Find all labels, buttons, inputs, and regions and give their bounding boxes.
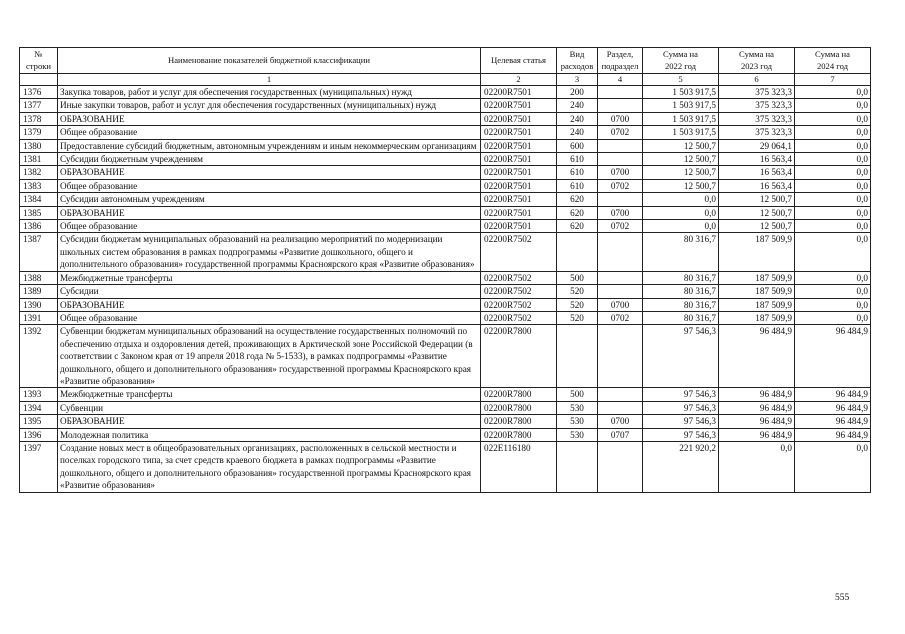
sum-2022: 1 503 917,5	[643, 99, 719, 112]
section-code	[598, 86, 643, 99]
expense-kind: 520	[557, 298, 598, 311]
sum-2023: 187 509,9	[719, 311, 795, 324]
table-row	[20, 325, 871, 388]
sum-2022: 97 546,3	[643, 428, 719, 441]
header-kind: Вид расходов	[557, 48, 598, 74]
sum-2024: 96 484,9	[795, 388, 871, 401]
expense-kind: 600	[557, 139, 598, 152]
expense-kind: 610	[557, 153, 598, 166]
row-number: 1376	[20, 86, 58, 99]
table-row	[20, 179, 871, 192]
sum-2023: 16 563,4	[719, 179, 795, 192]
indicator-name: ОБРАЗОВАНИЕ	[58, 206, 481, 219]
sum-2024: 0,0	[795, 126, 871, 139]
row-number: 1392	[20, 325, 58, 388]
sum-2022: 0,0	[643, 220, 719, 233]
sum-2023: 96 484,9	[719, 325, 795, 388]
row-number: 1384	[20, 193, 58, 206]
expense-kind: 620	[557, 220, 598, 233]
table-row	[20, 285, 871, 298]
sum-2024: 0,0	[795, 285, 871, 298]
sum-2022: 97 546,3	[643, 415, 719, 428]
header-section: Раздел, подраздел	[598, 48, 643, 74]
indicator-name: Субвенции	[58, 401, 481, 414]
sum-2023: 96 484,9	[719, 401, 795, 414]
column-number: 4	[598, 74, 643, 86]
sum-2023: 375 323,3	[719, 112, 795, 125]
sum-2024: 0,0	[795, 206, 871, 219]
indicator-name: Субсидии автономным учреждениям	[58, 193, 481, 206]
section-code	[598, 139, 643, 152]
indicator-name: Общее образование	[58, 220, 481, 233]
sum-2024: 96 484,9	[795, 428, 871, 441]
sum-2023: 16 563,4	[719, 166, 795, 179]
indicator-name: Межбюджетные трансферты	[58, 388, 481, 401]
column-number: 3	[557, 74, 598, 86]
indicator-name: Молодежная политика	[58, 428, 481, 441]
table-row	[20, 428, 871, 441]
sum-2022: 0,0	[643, 193, 719, 206]
table-row	[20, 401, 871, 414]
section-code: 0700	[598, 206, 643, 219]
section-code	[598, 193, 643, 206]
column-number: 1	[58, 74, 481, 86]
sum-2023: 96 484,9	[719, 428, 795, 441]
sum-2024: 0,0	[795, 220, 871, 233]
table-row	[20, 193, 871, 206]
sum-2023: 96 484,9	[719, 415, 795, 428]
section-code: 0700	[598, 112, 643, 125]
target-article: 02200R7501	[481, 166, 557, 179]
expense-kind: 530	[557, 415, 598, 428]
row-number: 1390	[20, 298, 58, 311]
table-row	[20, 112, 871, 125]
indicator-name: Иные закупки товаров, работ и услуг для обеспечения государственных (муниципальных) нужд	[58, 99, 481, 112]
sum-2024: 0,0	[795, 166, 871, 179]
row-number: 1394	[20, 401, 58, 414]
indicator-name: ОБРАЗОВАНИЕ	[58, 298, 481, 311]
section-code: 0702	[598, 179, 643, 192]
row-number: 1395	[20, 415, 58, 428]
table-row	[20, 441, 871, 492]
section-code	[598, 285, 643, 298]
indicator-name: ОБРАЗОВАНИЕ	[58, 415, 481, 428]
sum-2022: 80 316,7	[643, 285, 719, 298]
header-target: Целевая статья	[481, 48, 557, 74]
table-row	[20, 153, 871, 166]
section-code: 0707	[598, 428, 643, 441]
target-article: 02200R7501	[481, 112, 557, 125]
section-code: 0700	[598, 298, 643, 311]
table-header-row	[20, 48, 871, 74]
sum-2022: 0,0	[643, 206, 719, 219]
sum-2024: 0,0	[795, 179, 871, 192]
sum-2023: 0,0	[719, 441, 795, 492]
target-article: 02200R7501	[481, 86, 557, 99]
row-number: 1383	[20, 179, 58, 192]
header-sum-2023: Сумма на 2023 год	[719, 48, 795, 74]
indicator-name: ОБРАЗОВАНИЕ	[58, 166, 481, 179]
target-article: 02200R7502	[481, 298, 557, 311]
section-code	[598, 401, 643, 414]
column-number: 5	[643, 74, 719, 86]
page-number: 555	[835, 593, 850, 603]
row-number: 1381	[20, 153, 58, 166]
table-row	[20, 271, 871, 284]
target-article: 02200R7501	[481, 179, 557, 192]
header-name: Наименование показателей бюджетной классификации	[58, 48, 481, 74]
target-article: 02200R7501	[481, 126, 557, 139]
expense-kind: 530	[557, 428, 598, 441]
target-article: 02200R7501	[481, 206, 557, 219]
target-article: 02200R7501	[481, 139, 557, 152]
sum-2023: 187 509,9	[719, 298, 795, 311]
section-code: 0702	[598, 311, 643, 324]
indicator-name: Субсидии	[58, 285, 481, 298]
sum-2024: 0,0	[795, 112, 871, 125]
sum-2023: 12 500,7	[719, 206, 795, 219]
section-code	[598, 153, 643, 166]
row-number: 1393	[20, 388, 58, 401]
sum-2024: 0,0	[795, 86, 871, 99]
target-article: 02200R7800	[481, 428, 557, 441]
indicator-name: Общее образование	[58, 311, 481, 324]
header-row-no: № строки	[20, 48, 58, 74]
sum-2023: 187 509,9	[719, 233, 795, 271]
sum-2024: 96 484,9	[795, 325, 871, 388]
column-number: 2	[481, 74, 557, 86]
sum-2022: 12 500,7	[643, 166, 719, 179]
row-number: 1385	[20, 206, 58, 219]
sum-2024: 0,0	[795, 139, 871, 152]
sum-2024: 0,0	[795, 311, 871, 324]
sum-2022: 12 500,7	[643, 153, 719, 166]
table-row	[20, 298, 871, 311]
sum-2022: 1 503 917,5	[643, 112, 719, 125]
expense-kind: 610	[557, 166, 598, 179]
expense-kind: 620	[557, 206, 598, 219]
sum-2024: 0,0	[795, 99, 871, 112]
target-article: 02200R7502	[481, 285, 557, 298]
target-article: 02200R7501	[481, 99, 557, 112]
row-number: 1389	[20, 285, 58, 298]
sum-2024: 96 484,9	[795, 415, 871, 428]
row-number: 1397	[20, 441, 58, 492]
expense-kind: 530	[557, 401, 598, 414]
sum-2024: 0,0	[795, 298, 871, 311]
sum-2022: 12 500,7	[643, 139, 719, 152]
section-code	[598, 388, 643, 401]
section-code	[598, 99, 643, 112]
budget-table	[19, 47, 871, 493]
sum-2022: 221 920,2	[643, 441, 719, 492]
indicator-name: Субвенции бюджетам муниципальных образований на осуществление государственных полномочий по обеспечению отдыха и оздоровления детей, проживающих в Арктической зоне Российской Федерации (в соответствии с Законом края от 19 апреля 2018 года № 5-1533), в рамках подпрограммы «Развитие дошкольного, общего и дополнительного образования» государственной программы Красноярского края «Развитие образования»	[58, 325, 481, 388]
table-row	[20, 139, 871, 152]
header-sum-2022: Сумма на 2022 год	[643, 48, 719, 74]
row-number: 1382	[20, 166, 58, 179]
indicator-name: Закупка товаров, работ и услуг для обеспечения государственных (муниципальных) нужд	[58, 86, 481, 99]
sum-2024: 96 484,9	[795, 401, 871, 414]
table-body	[20, 86, 871, 493]
target-article: 02200R7502	[481, 233, 557, 271]
table-row	[20, 99, 871, 112]
column-number: 6	[719, 74, 795, 86]
target-article: 02200R7800	[481, 325, 557, 388]
sum-2022: 80 316,7	[643, 233, 719, 271]
table-row	[20, 220, 871, 233]
expense-kind	[557, 233, 598, 271]
section-code	[598, 271, 643, 284]
target-article: 02200R7502	[481, 271, 557, 284]
sum-2022: 97 546,3	[643, 401, 719, 414]
section-code: 0700	[598, 415, 643, 428]
column-number: 7	[795, 74, 871, 86]
expense-kind: 520	[557, 311, 598, 324]
target-article: 02200R7800	[481, 401, 557, 414]
expense-kind: 240	[557, 112, 598, 125]
target-article: 02200R7501	[481, 193, 557, 206]
section-code: 0702	[598, 220, 643, 233]
expense-kind: 620	[557, 193, 598, 206]
sum-2023: 16 563,4	[719, 153, 795, 166]
target-article: 022E116180	[481, 441, 557, 492]
sum-2023: 12 500,7	[719, 193, 795, 206]
row-number: 1396	[20, 428, 58, 441]
sum-2022: 1 503 917,5	[643, 86, 719, 99]
expense-kind: 240	[557, 99, 598, 112]
expense-kind	[557, 441, 598, 492]
sum-2023: 187 509,9	[719, 271, 795, 284]
column-number	[20, 74, 58, 86]
table-row	[20, 311, 871, 324]
row-number: 1386	[20, 220, 58, 233]
expense-kind: 500	[557, 271, 598, 284]
expense-kind: 520	[557, 285, 598, 298]
row-number: 1378	[20, 112, 58, 125]
table-row	[20, 233, 871, 271]
sum-2022: 80 316,7	[643, 298, 719, 311]
table-row	[20, 388, 871, 401]
sum-2024: 0,0	[795, 441, 871, 492]
section-code	[598, 441, 643, 492]
sum-2024: 0,0	[795, 193, 871, 206]
indicator-name: ОБРАЗОВАНИЕ	[58, 112, 481, 125]
sum-2023: 12 500,7	[719, 220, 795, 233]
indicator-name: Предоставление субсидий бюджетным, автономным учреждениям и иным некоммерческим организациям	[58, 139, 481, 152]
expense-kind: 240	[557, 126, 598, 139]
indicator-name: Создание новых мест в общеобразовательных организациях, расположенных в сельской местности и поселках городского типа, за счет средств краевого бюджета в рамках подпрограммы «Развитие дошкольного, общего и дополнительного образования» государственной программы Красноярского края «Развитие образования»	[58, 441, 481, 492]
expense-kind: 500	[557, 388, 598, 401]
target-article: 02200R7501	[481, 220, 557, 233]
sum-2023: 375 323,3	[719, 86, 795, 99]
section-code: 0702	[598, 126, 643, 139]
sum-2022: 97 546,3	[643, 325, 719, 388]
expense-kind: 200	[557, 86, 598, 99]
sum-2023: 375 323,3	[719, 126, 795, 139]
header-sum-2024: Сумма на 2024 год	[795, 48, 871, 74]
indicator-name: Субсидии бюджетам муниципальных образований на реализацию мероприятий по модернизации школьных систем образования в рамках подпрограммы «Развитие дошкольного, общего и дополнительного образования» государственной программы Красноярского края «Развитие образования»	[58, 233, 481, 271]
sum-2023: 29 064,1	[719, 139, 795, 152]
table-row	[20, 415, 871, 428]
column-number-row	[20, 74, 871, 86]
row-number: 1387	[20, 233, 58, 271]
expense-kind: 610	[557, 179, 598, 192]
sum-2023: 96 484,9	[719, 388, 795, 401]
section-code	[598, 325, 643, 388]
indicator-name: Межбюджетные трансферты	[58, 271, 481, 284]
table-row	[20, 206, 871, 219]
table-row	[20, 126, 871, 139]
sum-2022: 97 546,3	[643, 388, 719, 401]
indicator-name: Общее образование	[58, 126, 481, 139]
indicator-name: Субсидии бюджетным учреждениям	[58, 153, 481, 166]
row-number: 1379	[20, 126, 58, 139]
target-article: 02200R7501	[481, 153, 557, 166]
sum-2023: 375 323,3	[719, 99, 795, 112]
row-number: 1391	[20, 311, 58, 324]
row-number: 1388	[20, 271, 58, 284]
sum-2024: 0,0	[795, 153, 871, 166]
sum-2022: 80 316,7	[643, 311, 719, 324]
target-article: 02200R7800	[481, 415, 557, 428]
sum-2023: 187 509,9	[719, 285, 795, 298]
expense-kind	[557, 325, 598, 388]
indicator-name: Общее образование	[58, 179, 481, 192]
table-row	[20, 86, 871, 99]
target-article: 02200R7800	[481, 388, 557, 401]
sum-2022: 80 316,7	[643, 271, 719, 284]
section-code	[598, 233, 643, 271]
sum-2022: 12 500,7	[643, 179, 719, 192]
section-code: 0700	[598, 166, 643, 179]
sum-2024: 0,0	[795, 271, 871, 284]
table-row	[20, 166, 871, 179]
sum-2022: 1 503 917,5	[643, 126, 719, 139]
row-number: 1377	[20, 99, 58, 112]
target-article: 02200R7502	[481, 311, 557, 324]
sum-2024: 0,0	[795, 233, 871, 271]
row-number: 1380	[20, 139, 58, 152]
